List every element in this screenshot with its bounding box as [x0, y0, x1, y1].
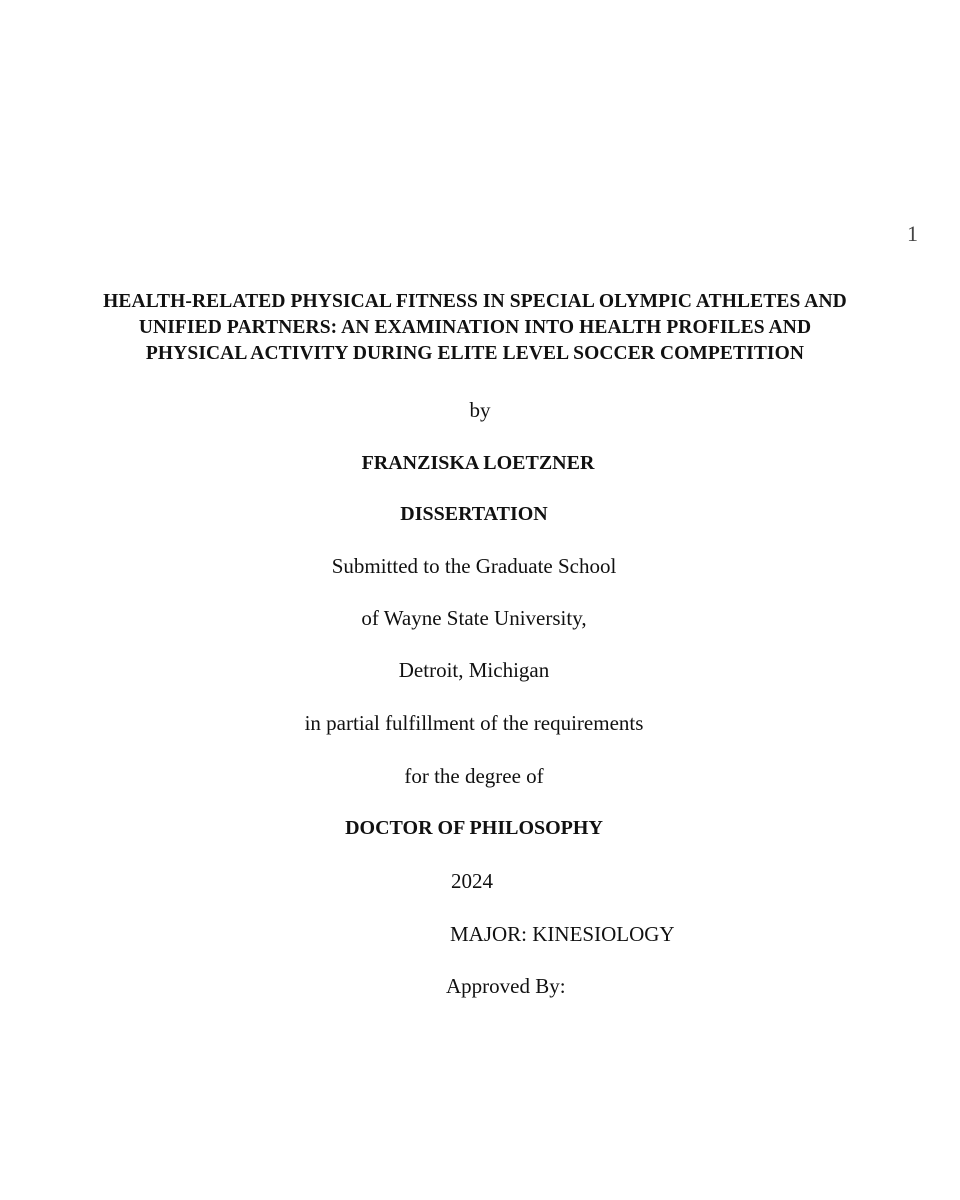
author-name: FRANZISKA LOETZNER — [361, 452, 595, 474]
approved-by-label: Approved By: — [446, 974, 566, 998]
title-line: UNIFIED PARTNERS: AN EXAMINATION INTO HEALTH PROFILES AND — [138, 317, 812, 338]
submitted-line: for the degree of — [404, 764, 544, 788]
submitted-line: Submitted to the Graduate School — [331, 554, 617, 578]
submitted-line: of Wayne State University, — [361, 606, 587, 630]
title-line: PHYSICAL ACTIVITY DURING ELITE LEVEL SOCCER COMPETITION — [145, 343, 805, 364]
submitted-line: in partial fulfillment of the requirements — [304, 711, 644, 735]
title-line: HEALTH-RELATED PHYSICAL FITNESS IN SPECIAL OLYMPIC ATHLETES AND — [103, 291, 847, 312]
dissertation-title — [20, 289, 930, 367]
page-number: 1 — [907, 221, 918, 246]
by-label: by — [469, 398, 491, 422]
major: MAJOR: KINESIOLOGY — [450, 922, 675, 946]
document-type: DISSERTATION — [400, 503, 548, 525]
degree-name: DOCTOR OF PHILOSOPHY — [345, 817, 603, 839]
year: 2024 — [451, 869, 493, 893]
submitted-line: Detroit, Michigan — [398, 658, 550, 682]
